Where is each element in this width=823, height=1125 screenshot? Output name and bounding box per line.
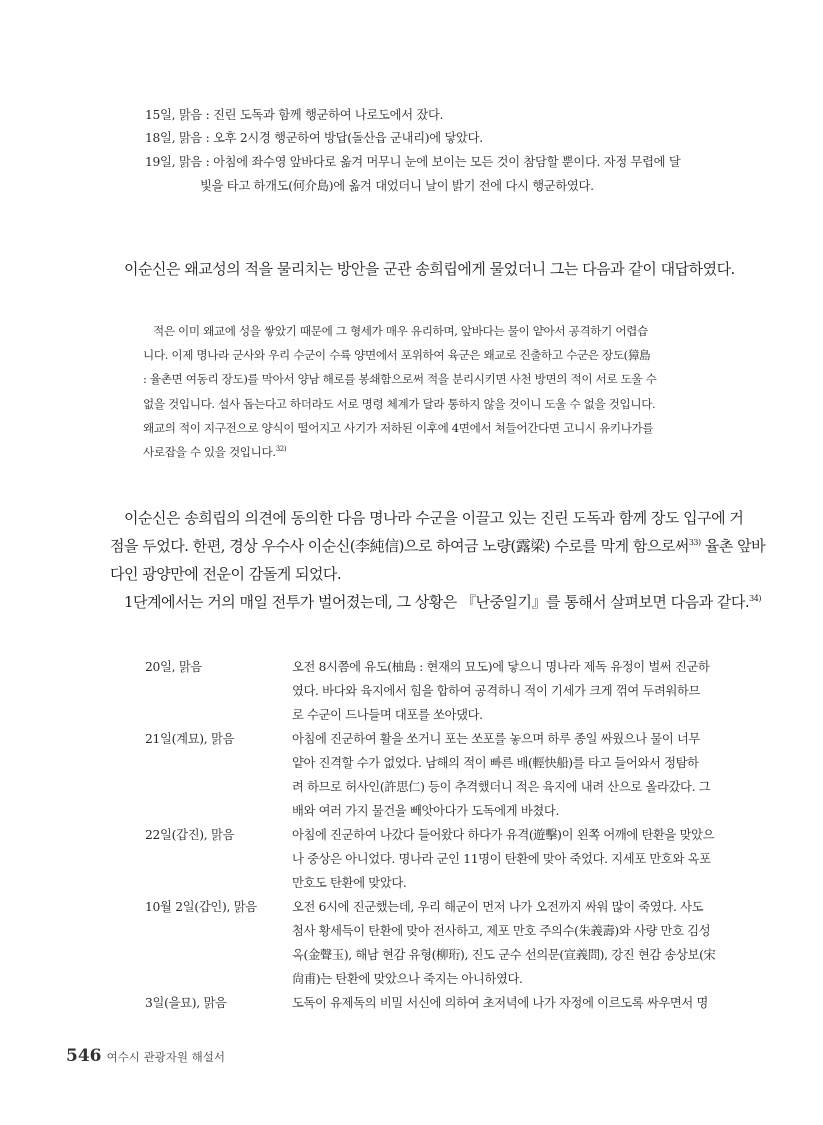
page-number: 546 xyxy=(66,1046,102,1066)
entry-text: 진린 도독과 함께 행군하여 나로도에서 잤다. xyxy=(213,108,444,122)
paragraph-line: 다인 광양만에 전운이 감돌게 되었다. xyxy=(110,565,342,583)
entry-line: 로 수군이 드나들며 대포를 쏘아댔다. xyxy=(292,708,483,722)
quote-line xyxy=(143,444,286,460)
entry-date: 21일(계묘), 맑음 xyxy=(145,732,235,746)
entry-date: 10월 2일(갑인), 맑음 xyxy=(145,900,257,914)
footnote-marker: 32) xyxy=(275,445,287,454)
entry-line: 도독이 유제독의 비밀 서신에 의하여 초저녁에 나가 자정에 이르도록 싸우면서 명 xyxy=(292,996,709,1010)
entry-line: 얕아 진격할 수가 없었다. 남해의 적이 빠른 배(輕快船)를 타고 들어와서 정탐하 xyxy=(292,756,699,770)
quote-line: 적은 이미 왜교에 성을 쌓았기 때문에 그 형세가 매우 유리하며, 앞바다는 물이 얕아서 공격하기 어렵습 xyxy=(153,324,648,338)
entry-line: 배와 여러 가지 물건을 빼앗아다가 도독에게 바쳤다. xyxy=(292,804,560,818)
entry-date: 15일, 맑음 : xyxy=(145,108,210,122)
entry-line: 아침에 진군하여 나갔다 들어왔다 하다가 유격(遊擊)이 왼쪽 어깨에 탄환을 맞았으 xyxy=(292,828,715,842)
diary-entry-15 xyxy=(145,103,443,127)
entry-text: 오후 2시경 행군하여 방답(돌산읍 군내리)에 닿았다. xyxy=(213,131,483,145)
entry-line: 옥(金聲玉), 해남 현감 유형(柳珩), 진도 군수 선의문(宣義問), 강진 현감 송상보(宋 xyxy=(292,948,716,962)
entry-line: 오전 6시에 진군했는데, 우리 해군이 먼저 나가 오전까지 싸워 많이 죽였다. 사도 xyxy=(292,900,704,914)
entry-line: 오전 8시쯤에 유도(柚島 : 현재의 묘도)에 닿으니 명나라 제독 유정이 벌써 진군하 xyxy=(292,660,710,674)
paragraph-text: 1단계에서는 거의 매일 전투가 벌어졌는데, 그 상황은 『난중일기』를 통해서 살펴보면 다음과 같다. xyxy=(124,593,750,611)
quote-line: 니다. 이제 명나라 군사와 우리 수군이 수륙 양면에서 포위하여 육군은 왜교로 진출하고 수군은 장도(獐島 xyxy=(143,348,651,362)
quote-line: 없을 것입니다. 설사 돕는다고 하더라도 서로 명령 체계가 달라 통하지 않을 것이니 도울 수 없을 것입니다. xyxy=(143,397,656,411)
entry-text: 아침에 좌수영 앞바다로 옮겨 머무니 눈에 보이는 모든 것이 참담할 뿐이다. 자정 무렵에 달 xyxy=(213,155,681,169)
entry-line: 였다. 바다와 육지에서 힘을 합하여 공격하니 적이 기세가 크게 꺾여 두려워하므 xyxy=(292,684,701,698)
footnote-marker: 33) xyxy=(688,538,701,547)
paragraph-line: 이순신은 송희립의 의견에 동의한 다음 명나라 수군을 이끌고 있는 진린 도독과 함께 장도 입구에 거 xyxy=(124,509,744,527)
footnote-marker: 34) xyxy=(749,594,761,603)
entry-date: 3일(을묘), 맑음 xyxy=(145,996,227,1010)
paragraph-line xyxy=(124,591,761,612)
entry-line: 려 하므로 허사인(許思仁) 등이 추격했더니 적은 육지에 내려 산으로 올라갔다. 그 xyxy=(292,780,711,794)
entry-line: 나 중상은 아니었다. 명나라 군인 11명이 탄환에 맞아 죽었다. 지세포 만호와 옥포 xyxy=(292,852,711,866)
entry-date: 19일, 맑음 : xyxy=(145,155,210,169)
entry-line: 만호도 탄환에 맞았다. xyxy=(292,876,407,890)
diary-entry-19 xyxy=(145,150,680,174)
quote-line: 왜교의 적이 지구전으로 양식이 떨어지고 사기가 저하된 이후에 4면에서 쳐들어간다면 고니시 유키나가를 xyxy=(143,421,654,435)
quote-text: 사로잡을 수 있을 것입니다. xyxy=(143,445,276,459)
entry-date: 20일, 맑음 xyxy=(145,660,203,674)
diary-entry-18 xyxy=(145,126,483,150)
quote-line: : 율촌면 여동리 장도)를 막아서 양남 해로를 봉쇄함으로써 적을 분리시키면 사천 방면의 적이 서로 도울 수 xyxy=(143,372,657,386)
entry-date: 18일, 맑음 : xyxy=(145,131,210,145)
paragraph-text: 율촌 앞바 xyxy=(704,537,766,555)
paragraph-line xyxy=(110,535,765,556)
paragraph-text: 점을 두었다. 한편, 경상 우수사 이순신(李純信)으로 하여금 노량(露梁) 수로를 막게 함으로써 xyxy=(110,537,689,555)
entry-line: 尙甫)는 탄환에 맞았으나 죽지는 아니하였다. xyxy=(292,972,523,986)
intro-sentence: 이순신은 왜교성의 적을 물리치는 방안을 군관 송희립에게 물었더니 그는 다음과 같이 대답하였다. xyxy=(124,260,735,278)
page-footer xyxy=(66,1046,225,1066)
entry-line: 첨사 황세득이 탄환에 맞아 전사하고, 제포 만호 주의수(朱義壽)와 사량 만호 김성 xyxy=(292,924,711,938)
book-title: 여수시 관광자원 해설서 xyxy=(106,1050,225,1064)
diary-entry-19-continued xyxy=(200,174,594,198)
entry-text: 빛을 타고 하개도(何介島)에 옮겨 대었더니 날이 밝기 전에 다시 행군하였다. xyxy=(200,179,594,193)
entry-line: 아침에 진군하여 활을 쏘거니 포는 쏘포를 놓으며 하루 종일 싸웠으나 물이 너무 xyxy=(292,732,701,746)
entry-date: 22일(갑진), 맑음 xyxy=(145,828,235,842)
